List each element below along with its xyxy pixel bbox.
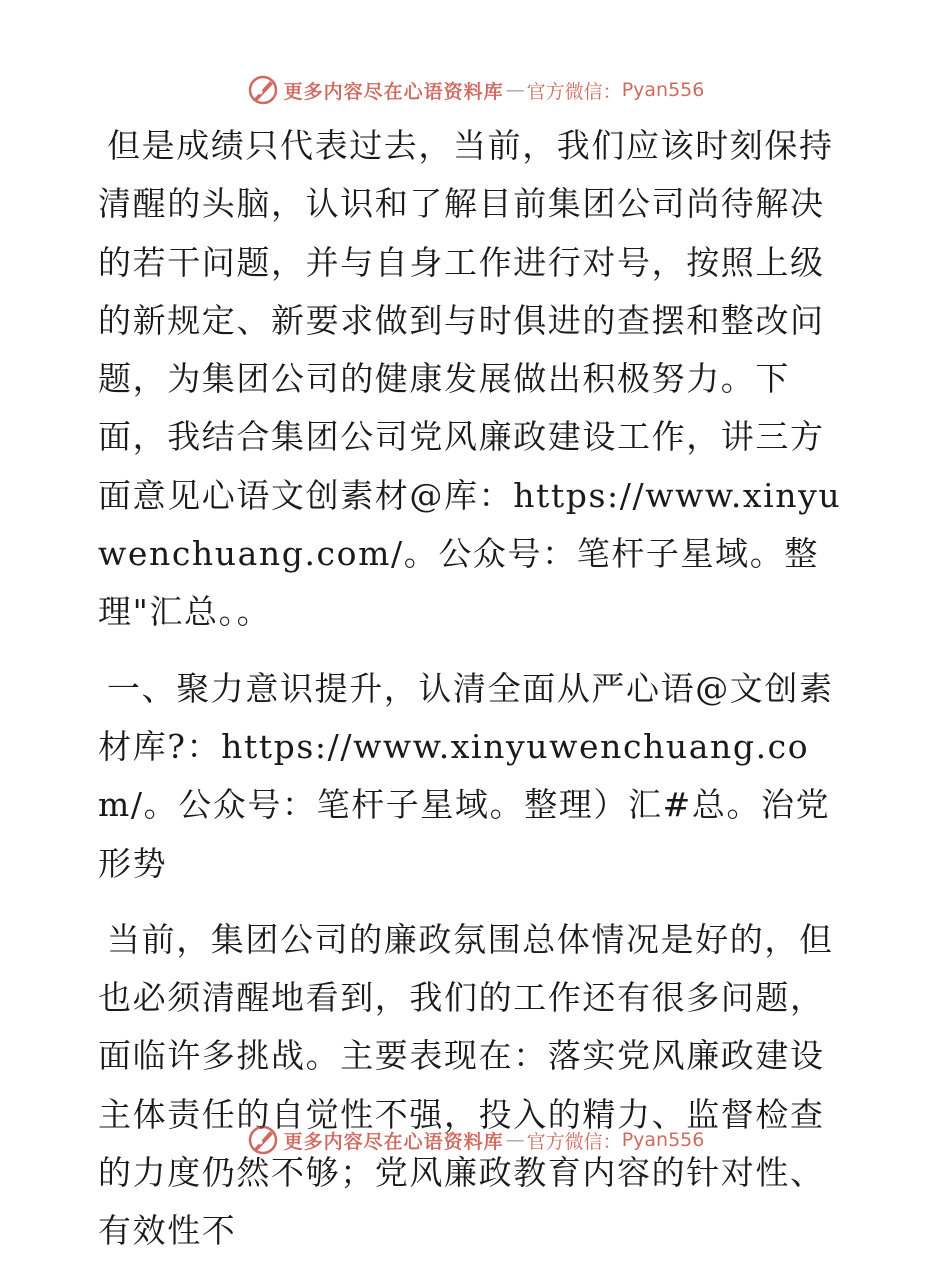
paragraph-3: 当前，集团公司的廉政氛围总体情况是好的，但也必须清醒地看到，我们的工作还有很多问题，面临许多挑战。主要表现在：落实党风廉政建设主体责任的自觉性不强，投入的精力、监督检查的力度仍然不够；党风廉政教育内容的针对性、有效性不 xyxy=(98,919,834,1251)
quill-logo-icon xyxy=(246,1123,280,1157)
banner-main-text: 更多内容尽在心语资料库 xyxy=(283,1130,504,1153)
header-watermark-banner xyxy=(0,70,950,110)
paragraph-2-heading: 一、聚力意识提升，认清全面从严心语@文创素材库?：https://www.xinyuwenchuang.com/。公众号：笔杆子星域。整理）汇#总。治党形势 xyxy=(98,668,834,883)
banner-account: Pyan556 xyxy=(621,79,705,101)
document-body xyxy=(98,117,858,1261)
banner-separator: — xyxy=(505,1129,525,1151)
banner-account: Pyan556 xyxy=(621,1129,705,1151)
banner-main-text: 更多内容尽在心语资料库 xyxy=(283,80,504,103)
banner-official-label: 官方微信： xyxy=(526,80,622,103)
banner-separator: — xyxy=(505,79,525,101)
paragraph-1: 但是成绩只代表过去，当前，我们应该时刻保持清醒的头脑，认识和了解目前集团公司尚待解决的若干问题，并与自身工作进行对号，按照上级的新规定、新要求做到与时俱进的查摆和整改问题，为集团公司的健康发展做出积极努力。下面，我结合集团公司党风廉政建设工作，讲三方面意见心语文创素材@库：https://www.xinyuwenchuang.com/。公众号：笔杆子星域。整理"汇总。。 xyxy=(98,126,842,632)
quill-logo-icon xyxy=(246,73,280,107)
footer-watermark-banner xyxy=(0,1120,950,1160)
banner-official-label: 官方微信： xyxy=(526,1130,622,1153)
